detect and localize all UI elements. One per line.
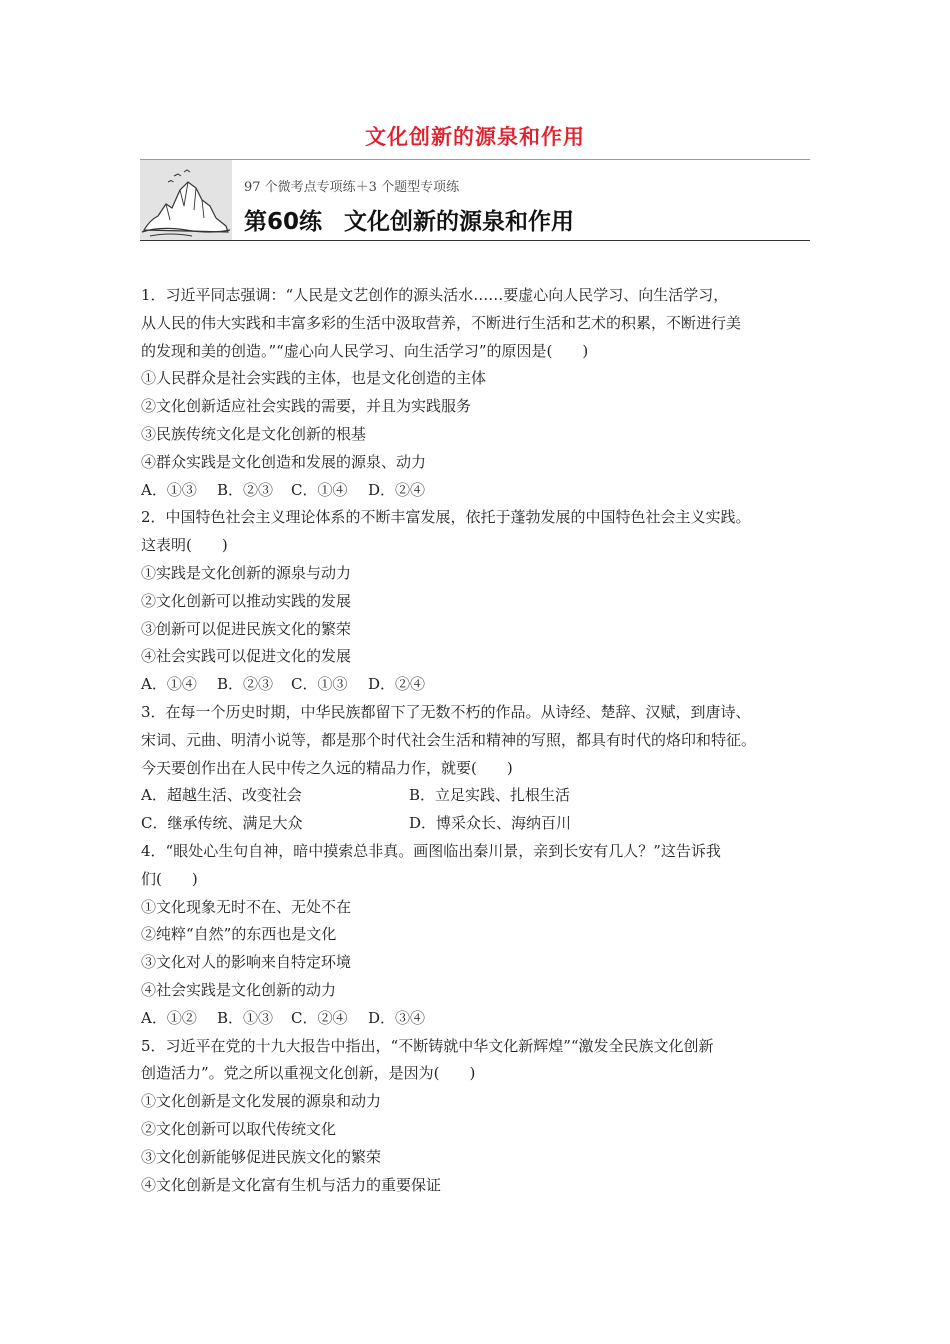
option-b: B．②③	[217, 480, 274, 499]
statement-item: ③创新可以促进民族文化的繁荣	[141, 619, 352, 638]
question-text-line: 的发现和美的创造。”“虚心向人民学习、向生活学习”的原因是( )	[141, 341, 589, 360]
question-list	[141, 282, 821, 1199]
question-2	[141, 504, 821, 699]
option-d: D．③④	[368, 1008, 426, 1027]
question-4	[141, 838, 821, 1033]
question-text-line: 3．在每一个历史时期，中华民族都留下了无数不朽的作品。从诗经、楚辞、汉赋，到唐诗、	[141, 702, 751, 721]
option-a: A．①④	[141, 675, 197, 694]
question-text-line: 4．“眼处心生句自神，暗中摸索总非真。画图临出秦川景，亲到长安有几人？”这告诉我	[141, 841, 721, 860]
answer-options	[141, 671, 821, 699]
option-d: D．②④	[368, 480, 426, 499]
option-a: A．超越生活、改变社会	[141, 786, 302, 805]
option-a: A．①③	[141, 480, 197, 499]
statement-item: ①文化现象无时不在、无处不在	[141, 897, 352, 916]
statement-item: ②文化创新可以取代传统文化	[141, 1119, 337, 1138]
question-3	[141, 699, 821, 838]
statement-item: ②纯粹“自然”的东西也是文化	[141, 925, 337, 944]
answer-options-row	[141, 810, 821, 838]
question-text-line: 创造活力”。党之所以重视文化创新，是因为( )	[141, 1064, 476, 1083]
banner-top-rule	[140, 159, 810, 160]
answer-options	[141, 1005, 821, 1033]
mountain-landscape-icon	[140, 160, 232, 240]
banner-heading	[244, 203, 574, 236]
question-text-line: 这表明( )	[141, 536, 228, 555]
exercise-number: 第60练	[244, 209, 323, 235]
option-b: B．①③	[217, 1008, 274, 1027]
statement-item: ①文化创新是文化发展的源泉和动力	[141, 1092, 382, 1111]
question-1	[141, 282, 821, 504]
option-c: C．②④	[291, 1008, 348, 1027]
option-c: C．①④	[291, 480, 348, 499]
answer-options-row	[141, 782, 821, 810]
banner-subtitle: 97 个微考点专项练＋3 个题型专项练	[244, 180, 460, 195]
question-text-line: 宋词、元曲、明清小说等，都是那个时代社会生活和精神的写照，都具有时代的烙印和特征。	[141, 730, 757, 749]
statement-item: ④文化创新是文化富有生机与活力的重要保证	[141, 1175, 442, 1194]
statement-item: ③民族传统文化是文化创新的根基	[141, 424, 367, 443]
question-text-line: 2．中国特色社会主义理论体系的不断丰富发展，依托于蓬勃发展的中国特色社会主义实践。	[141, 508, 751, 527]
option-c: C．①③	[291, 675, 348, 694]
statement-item: ④群众实践是文化创造和发展的源泉、动力	[141, 452, 427, 471]
exercise-title: 文化创新的源泉和作用	[344, 209, 575, 235]
option-b: B．②③	[217, 675, 274, 694]
option-d: D．②④	[368, 675, 426, 694]
document-title: 文化创新的源泉和作用	[365, 125, 585, 149]
statement-item: ②文化创新可以推动实践的发展	[141, 591, 352, 610]
question-text-line: 5．习近平在党的十九大报告中指出，“不断铸就中华文化新辉煌”“激发全民族文化创新	[141, 1036, 714, 1055]
option-c: C．继承传统、满足大众	[141, 814, 303, 833]
statement-item: ③文化创新能够促进民族文化的繁荣	[141, 1147, 382, 1166]
question-text-line: 今天要创作出在人民中传之久远的精品力作，就要( )	[141, 758, 513, 777]
option-a: A．①②	[141, 1008, 197, 1027]
answer-options	[141, 477, 821, 505]
question-text-line: 们( )	[141, 869, 198, 888]
statement-item: ②文化创新适应社会实践的需要，并且为实践服务	[141, 397, 472, 416]
statement-item: ④社会实践可以促进文化的发展	[141, 647, 352, 666]
question-text-line: 从人民的伟大实践和丰富多彩的生活中汲取营养，不断进行生活和艺术的积累，不断进行美	[141, 313, 742, 332]
question-text-line: 1．习近平同志强调：“人民是文艺创作的源头活水……要虚心向人民学习、向生活学习，	[141, 286, 729, 304]
statement-item: ①实践是文化创新的源泉与动力	[141, 563, 352, 582]
statement-item: ①人民群众是社会实践的主体，也是文化创造的主体	[141, 369, 487, 388]
question-5	[141, 1033, 821, 1200]
option-d: D．博采众长、海纳百川	[409, 814, 572, 833]
option-b: B．立足实践、扎根生活	[409, 786, 571, 805]
statement-item: ④社会实践是文化创新的动力	[141, 980, 337, 999]
section-banner	[140, 159, 810, 241]
banner-bottom-rule	[140, 240, 810, 241]
statement-item: ③文化对人的影响来自特定环境	[141, 953, 352, 972]
